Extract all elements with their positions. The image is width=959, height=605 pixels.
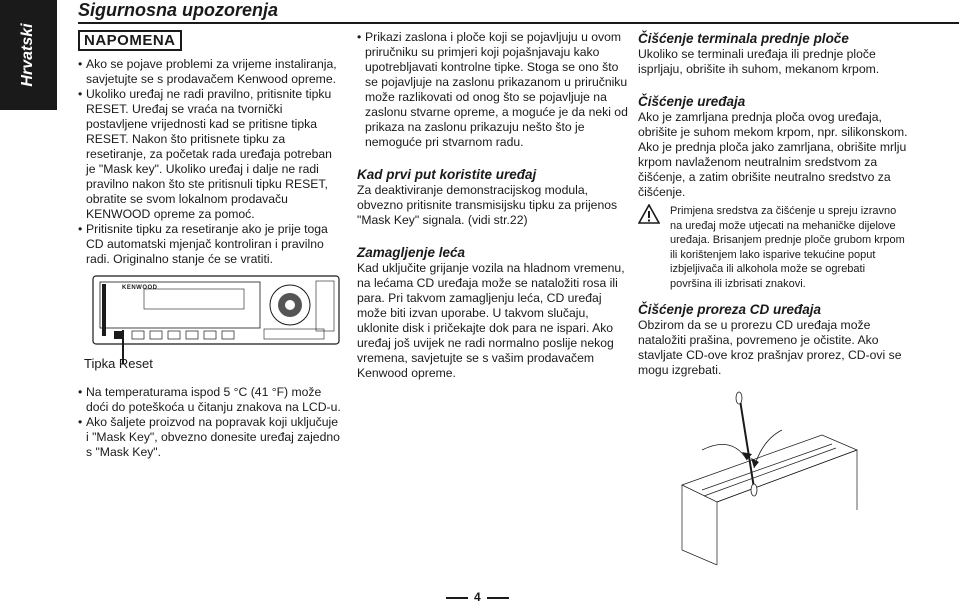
column-1-bottom <box>78 385 343 460</box>
unit-text: Ako je zamrljana prednja ploča ovog uređaja, obrišite je suhom mekom krpom, npr. silikonskom. Ako je prednja ploča jako zamrljana, obrišite mrlju krpom navlaženom neutralnim sredstvom za čišćenje, a zatim obrišite neutralno sredstvo za čišćenje. <box>638 110 908 199</box>
page-number <box>440 590 515 604</box>
cleaning-illustration <box>662 390 862 565</box>
warning-block <box>638 204 908 291</box>
fog-text: Kad uključite grijanje vozila na hladnom vremenu, na lećama CD uređaja može se nataložiti rosa ili para. Pri takvom zamagljenju leća, CD uređaj može biti izvan uporabe. U takvom slučaju, uklonite disk i pričekajte dok para ne ispari. Ako uređaj još uvijek ne radi normalno poslije nekog vremena, savjetujte se s vašim prodavačem Kenwood opreme. <box>357 261 625 380</box>
slot-heading: Čišćenje proreza CD uređaja <box>638 302 822 317</box>
title-rule <box>78 22 959 24</box>
list-item: • Prikazi zaslona i ploče koji se pojavljuju u ovom priručniku su primjeri koji pojašnjavaju kako upotrebljavati kontrolne tipke. Stoga se ono što se pojavljuje na zaslonu prikazanom u priručniku može razlikovati od onog što se pojavljuje na zaslonu stvarne opreme, a moguće je da neki od prikaza na zaslonu prikazuju nešto što je nemoguće pri stvarnom radu. <box>357 30 629 150</box>
terminal-text: Ukoliko se terminali uređaja ili prednje ploče isprljaju, obrišite ih suhom, mekanom krpom. <box>638 47 880 76</box>
page-number-value: 4 <box>474 590 481 604</box>
column-1 <box>78 30 343 345</box>
page-title: Sigurnosna upozorenja <box>78 0 279 20</box>
list-item: • Ako se pojave problemi za vrijeme instaliranja, savjetujte se s prodavačem Kenwood opreme. <box>78 57 343 87</box>
list-item: • Ukoliko uređaj ne radi pravilno, pritisnite tipku RESET. Uređaj se vraća na tvornički postavljene vrijednosti kad se pritisne tipka RESET. Nakon što pritisnete tipku za resetiranje, za početak rada uređaja potreban je "Mask key". Ukoliko uređaj i dalje ne radi pravilno nakon što ste pritisnuli tipku RESET, obratite se svom lokalnom prodavaču KENWOOD opreme za pomoć. <box>78 87 343 222</box>
language-tab-label: Hrvatski <box>19 23 36 87</box>
brand-logo: KENWOOD <box>122 285 158 291</box>
reset-button-label: Tipka Reset <box>84 356 153 371</box>
warning-icon <box>638 204 670 291</box>
napomena-list <box>78 57 343 267</box>
list-item: • Pritisnite tipku za resetiranje ako je prije toga CD automatski mjenjač kontroliran i pravilno radi. Originalno stanje će se vratiti. <box>78 222 343 267</box>
fog-heading: Zamagljenje leća <box>357 245 466 260</box>
fog-section <box>357 244 629 381</box>
demo-heading: Kad prvi put koristite uređaj <box>357 167 537 182</box>
warning-text: Primjena sredstva za čišćenje u spreju izravno na uređaj može utjecati na mehaničke dijelove uređaja. Brisanjem prednje ploče grubom krpom ili korištenjem lako isparive tekućine poput izbjeljivača ili alkohola može se ogrebati površina ili izbrisati znakovi. <box>670 205 905 290</box>
slot-cleaning-section <box>638 301 908 378</box>
notes-list <box>78 385 343 460</box>
demo-section <box>357 166 629 228</box>
terminal-cleaning-section <box>638 30 908 77</box>
napomena-heading: NAPOMENA <box>78 30 182 51</box>
display-note-list <box>357 30 629 150</box>
unit-heading: Čišćenje uređaja <box>638 94 746 109</box>
list-item: • Na temperaturama ispod 5 °C (41 °F) može doći do poteškoća u čitanju znakova na LCD-u. <box>78 385 343 415</box>
demo-text: Za deaktiviranje demonstracijskog modula, obvezno pritisnite transmisijsku tipku za prijenos "Mask Key" signala. (vidi str.22) <box>357 183 618 227</box>
car-stereo-illustration <box>92 275 340 345</box>
unit-cleaning-section <box>638 93 908 291</box>
list-item: • Ako šaljete proizvod na popravak koji uključuje i "Mask Key", obvezno donesite uređaj zajedno s "Mask Key". <box>78 415 343 460</box>
column-2 <box>357 30 629 397</box>
terminal-heading: Čišćenje terminala prednje ploče <box>638 31 849 46</box>
language-tab <box>0 0 57 110</box>
column-3 <box>638 30 908 394</box>
slot-text: Obzirom da se u prorezu CD uređaja može nataložiti prašina, povremeno je očistite. Ako stavljate CD-ove kroz prašnjav prorez, CD-ovi se mogu izgrebati. <box>638 318 902 377</box>
